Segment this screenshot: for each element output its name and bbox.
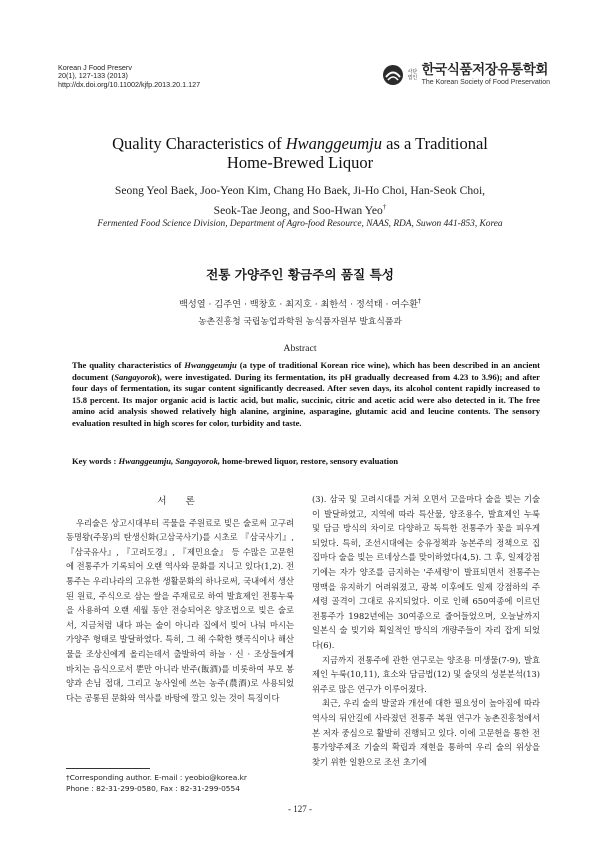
abstract-seg: (a type of traditional Korean rice wine), which has been described in an ancient document ( <box>72 360 540 382</box>
korean-affiliation: 농촌진흥청 국립농업과학원 농식품자원부 발효식품과 <box>198 317 402 327</box>
footnote <box>66 772 247 794</box>
paragraph: (3). 삼국 및 고려시대를 거쳐 오면서 고을마다 술을 빚는 기술이 발달하였고, 지역에 따라 특산물, 양조용수, 발효제인 누룩 및 담금 방식의 차이로 다양하고 독특한 전통주가 꽃을 피우게 되었다. 특히, 조선시대에는 숭유정책과 농본주의 정책으로 집집마다 술을 빚는 르네상스를 맞이하였다(4,5). 그 후, 일제강점기에는 자가 양조를 금지하는 '주세령'이 발표되면서 전통주는 명맥을 유지하기 어려워졌고, 광복 이후에도 일제 강점하의 주세령 골격이 그대로 유지되었다. 이로 인해 650여종에 이르던 전통주가 1982년에는 30여종으로 줄어들었으며, 오늘날까지 일본식 술 빚기와 획일적인 방식의 개량주들이 자리 잡게 되었다(6). <box>312 494 540 650</box>
body-column-left <box>66 495 294 705</box>
society-logo-icon <box>382 64 404 86</box>
title-part2: as a Traditional <box>382 134 488 153</box>
korean-author-names: 백성열 · 김주연 · 백창호 · 최지호 · 최한석 · 정석태 · 여수환 <box>179 299 418 310</box>
abstract-seg: ), were investigated. During its fermentation, its pH gradually decreased from 4.23 to 3.96); and after four days of fermentation, its sugar content significantly decreased. After seven days, its alcohol content rapidly increased to 15.8 percent. Its major organic acid is lactic acid, but malic, succinic, citric and acetic acid were also detected in it. The free amino acid analysis showed relatively high alanine, arginine, asparagine, glutamic acid and leucine contents. The sensory evaluation resulted in high scores for color, turbidity and taste. <box>72 371 540 428</box>
society-name-english: The Korean Society of Food Preservation <box>421 79 550 86</box>
authors-line2: Seok-Tae Jeong, and Soo-Hwan Yeo <box>213 203 383 217</box>
journal-name: Korean J Food Preserv <box>58 63 132 72</box>
page-number: - 127 - <box>288 804 312 814</box>
section-heading-introduction: 서 론 <box>157 496 203 507</box>
abstract-italic: Hwanggeumju <box>184 360 237 370</box>
society-header <box>382 63 550 87</box>
footnote-email: †Corresponding author. E-mail : yeobio@korea.kr <box>66 773 247 782</box>
footnote-phone: Phone : 82-31-299-0580, Fax : 82-31-299-0554 <box>66 784 240 793</box>
journal-volume: 20(1), 127-133 (2013) <box>58 71 128 81</box>
paragraph: 우리술은 상고시대부터 곡물을 주원료로 빚은 술로써 고구려 동명왕(주몽)의 탄생신화(고삼국사기)를 시초로 『삼국사기』, 『삼국유사』, 『고려도경』, 『제민요술』 등 수많은 고문헌에 전통주가 기록되어 오랜 역사와 문화를 지니고 있다(1,2). 전통주는 우리나라의 고유한 생활문화의 하나로써, 국내에서 생산된 원료, 주식으로 삼는 쌀을 주재료로 하여 발효제인 전통누룩을 사용하여 오랜 세월 동안 전승되어온 양조법으로 빚은 술로서, 지금처럼 내다 파는 술이 아니라 집에서 빚어 나눠 마시는 가양주 형태로 발달하였다. 특히, 그 해 수확한 햇곡식이나 해산물을 조상신에게 올리는데서 출발하여 하늘 · 신 · 조상들에게 바치는 음식으로서 뿐만 아니라 반주(飯酒)를 비롯하여 부모 봉양과 손님 접대, 그리고 농사일에 쓰는 농주(農酒)로 사용되었다는 공통된 문화와 역사를 바탕에 깔고 있는 것이 특징이다 <box>66 517 294 703</box>
corresponding-mark: † <box>382 203 387 211</box>
abstract-heading: Abstract <box>283 343 317 354</box>
paper-title <box>0 134 600 172</box>
authors-line1: Seong Yeol Baek, Joo-Yeon Kim, Chang Ho Baek, Ji-Ho Choi, Han-Seok Choi, <box>114 184 486 197</box>
doi-link[interactable]: http://dx.doi.org/10.11002/kjfp.2013.20.1.127 <box>58 79 201 89</box>
affiliation: Fermented Food Science Division, Department of Agro-food Resource, NAAS, RDA, Suwon 441-853, Korea <box>97 219 503 229</box>
korean-corresponding-mark: † <box>417 297 421 305</box>
keywords-italic: Hwanggeumju, Sangayorok, <box>118 456 221 466</box>
journal-citation <box>58 64 200 89</box>
title-italic: Hwanggeumju <box>285 134 383 153</box>
keywords-label: Key words : <box>72 456 119 466</box>
body-column-right <box>312 492 540 769</box>
footnote-divider <box>66 768 150 769</box>
korean-authors <box>0 296 600 310</box>
keywords-rest: home-brewed liquor, restore, sensory evaluation <box>220 456 399 466</box>
abstract-italic: Sangayorok <box>114 371 157 382</box>
abstract-seg: The quality characteristics of <box>72 360 185 370</box>
author-list <box>0 183 600 219</box>
abstract-text <box>72 360 540 430</box>
keywords <box>72 456 540 466</box>
paragraph: 지금까지 전통주에 관한 연구로는 양조용 미생물(7-9), 발효제인 누룩(10,11), 효소와 담금법(12) 및 술덧의 성분분석(13) 위주로 많은 연구가 이루어졌다. <box>312 654 540 694</box>
title-line2: Home-Brewed Liquor <box>226 153 374 172</box>
title-part1: Quality Characteristics of <box>112 134 286 153</box>
society-name-korean: 한국식품저장유통학회 <box>421 62 549 78</box>
society-tiny-label: 사단 법인 <box>407 69 418 81</box>
korean-title: 전통 가양주인 황금주의 품질 특성 <box>206 267 394 282</box>
paragraph: 최근, 우리 술의 발굴과 개선에 대한 필요성이 높아짐에 따라 역사의 뒤안길에 사라졌던 전통주 복원 연구가 농촌진흥청에서 본 저자 중심으로 활발히 진행되고 있다. 이에 고문헌을 통한 전통가양주제조 기술의 확립과 재현을 통하여 우리 술의 위상을 찾기 위한 일환으로 조선 초기에 <box>312 698 540 767</box>
